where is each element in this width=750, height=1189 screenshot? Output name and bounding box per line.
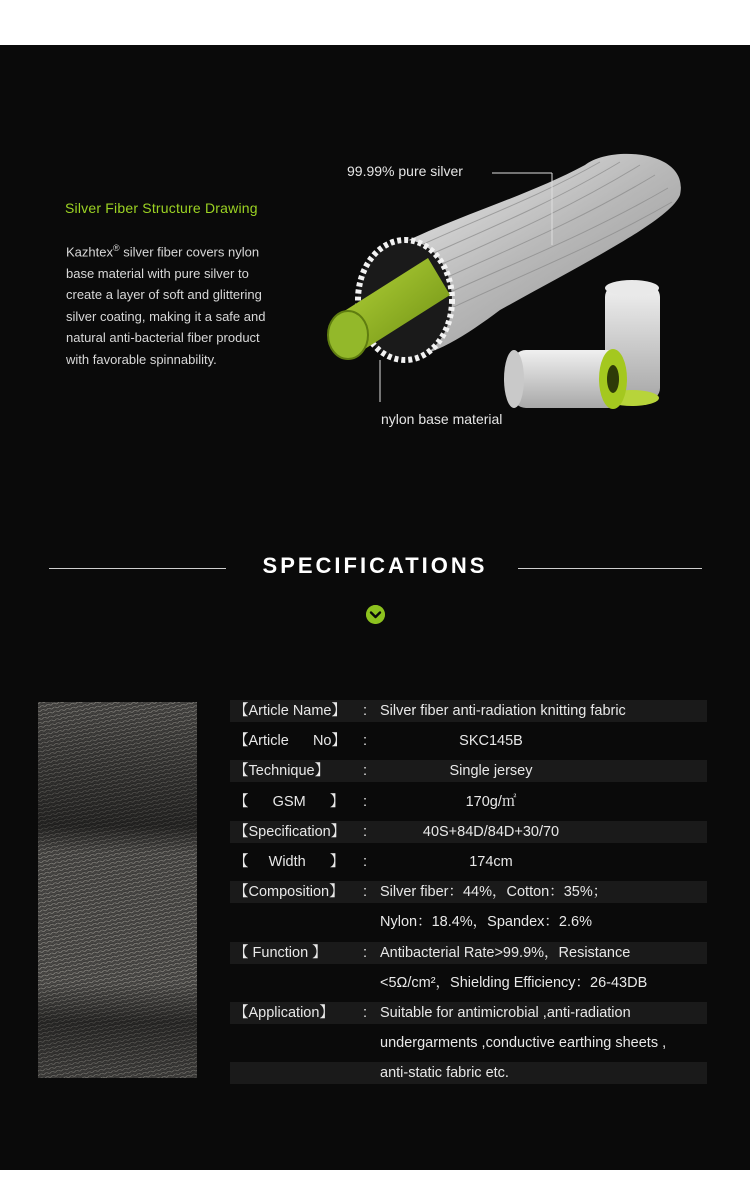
spec-key: 【 Function 】 [234,944,327,961]
registered-mark: ® [112,243,120,253]
spec-value: undergarments ,conductive earthing sheets , [380,1035,667,1052]
spec-key: 【Application】 [234,1004,334,1021]
spec-row [230,851,707,873]
spec-row [230,1032,707,1054]
spec-value: 170g/㎡ [465,793,517,810]
nylon-label: nylon base material [381,411,503,427]
spec-row [230,700,707,722]
brand-name: Kazhtex [66,244,113,260]
specifications-heading: SPECIFICATIONS [262,553,488,578]
spec-key: 【Technique】 [234,763,330,780]
spec-key: 【Article No】 [234,733,346,750]
spec-row [230,942,707,964]
structure-description [66,238,266,370]
spec-colon: : [363,823,368,840]
spec-colon: : [363,853,368,870]
spec-value: anti-static fabric etc. [380,1065,509,1082]
spec-colon: : [363,793,368,810]
spec-colon: : [363,703,368,719]
silver-label: 99.99% pure silver [347,163,463,179]
spec-value: 174cm [469,853,513,870]
heading-divider-right [518,568,702,569]
structure-title: Silver Fiber Structure Drawing [65,200,258,216]
spec-key: 【 Width 】 [234,853,345,870]
yarn-spool-short [504,349,627,409]
spec-value: Nylon：18.4%，Spandex：2.6% [380,914,592,931]
fabric-sample-image [38,702,197,1078]
spec-value: Single jersey [449,763,533,780]
silver-fiber-diagram [300,140,720,440]
spec-value: 40S+84D/84D+30/70 [422,823,560,840]
spec-key: 【Composition】 [234,884,344,901]
spec-colon: : [363,884,368,901]
chevron-down-icon [366,605,385,624]
spec-key: 【 GSM 】 [234,793,345,810]
spec-row [230,881,707,903]
spec-key: 【Article Name】 [234,703,346,719]
spec-value: Suitable for antimicrobial ,anti-radiation [380,1004,631,1021]
spec-key: 【Specification】 [234,823,346,840]
description-text: silver fiber covers nylon base material with pure silver to create a layer of soft and glittering silver coating, making it a safe and natural anti-bacterial fiber product with favorable spinnability. [66,244,266,367]
spec-row [230,1062,707,1084]
spec-value: <5Ω/cm²，Shielding Efficiency：26-43DB [380,974,648,991]
spec-colon: : [363,763,368,780]
spec-row [230,730,707,752]
spec-value: Silver fiber anti-radiation knitting fabric [380,703,626,719]
spec-row [230,821,707,843]
spec-row [230,911,707,933]
spec-colon: : [363,1004,368,1021]
spec-value: SKC145B [459,733,523,750]
spec-colon: : [363,733,368,750]
spec-row [230,791,707,813]
spec-value: Silver fiber：44%，Cotton：35%； [380,884,608,901]
spec-value: Antibacterial Rate>99.9%，Resistance [380,944,631,961]
spec-colon: : [363,944,368,961]
specifications-table [230,700,707,1092]
spec-row [230,972,707,994]
spec-row [230,1002,707,1024]
spec-row [230,760,707,782]
